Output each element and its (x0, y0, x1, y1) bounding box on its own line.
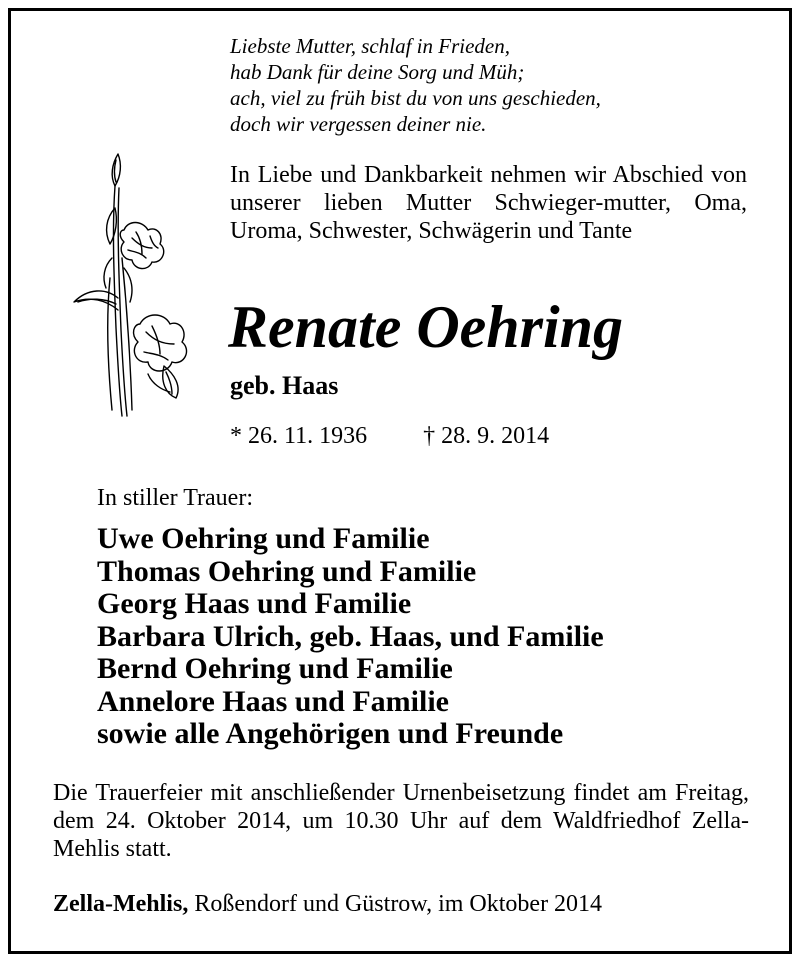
mourner-entry: Annelore Haas und Familie (97, 684, 449, 718)
mourner-entry: Barbara Ulrich, geb. Haas, und Familie (97, 619, 604, 653)
mourners-list (97, 523, 604, 751)
poem (230, 33, 601, 137)
mourner-entry: Thomas Oehring und Familie (97, 554, 477, 588)
deceased-name: Renate Oehring (228, 294, 624, 360)
poem-line: Liebste Mutter, schlaf in Frieden, (230, 34, 510, 58)
death-date: † 28. 9. 2014 (423, 423, 550, 449)
mourner-entry: sowie alle Angehörigen und Freunde (97, 717, 564, 750)
poem-line: ach, viel zu früh bist du von uns geschieden, (230, 86, 601, 110)
poem-line: hab Dank für deine Sorg und Müh; (230, 60, 525, 84)
mourners-label: In stiller Trauer: (97, 485, 253, 511)
funeral-info: Die Trauerfeier mit anschließender Urnenbeisetzung findet am Freitag, dem 24. Oktober 2014, um 10.30 Uhr auf dem Waldfriedhof Zella-Mehlis statt. (53, 780, 749, 862)
intro-text: In Liebe und Dankbarkeit nehmen wir Abschied von unserer lieben Mutter Schwieger-mutter, Oma, Uroma, Schwester, Schwägerin und Tante (230, 162, 747, 244)
maiden-name: geb. Haas (230, 371, 339, 400)
footer-place: Zella-Mehlis, (53, 891, 189, 917)
mourner-entry: Bernd Oehring und Familie (97, 652, 453, 685)
footer-place-date (53, 889, 602, 919)
flower-icon (66, 148, 206, 423)
mourner-entry: Georg Haas und Familie (97, 587, 412, 620)
life-dates (230, 421, 549, 451)
mourner-entry: Uwe Oehring und Familie (97, 522, 430, 555)
poem-line: doch wir vergessen deiner nie. (230, 112, 487, 136)
birth-date: * 26. 11. 1936 (230, 423, 368, 449)
footer-rest: Roßendorf und Güstrow, im Oktober 2014 (188, 891, 603, 917)
